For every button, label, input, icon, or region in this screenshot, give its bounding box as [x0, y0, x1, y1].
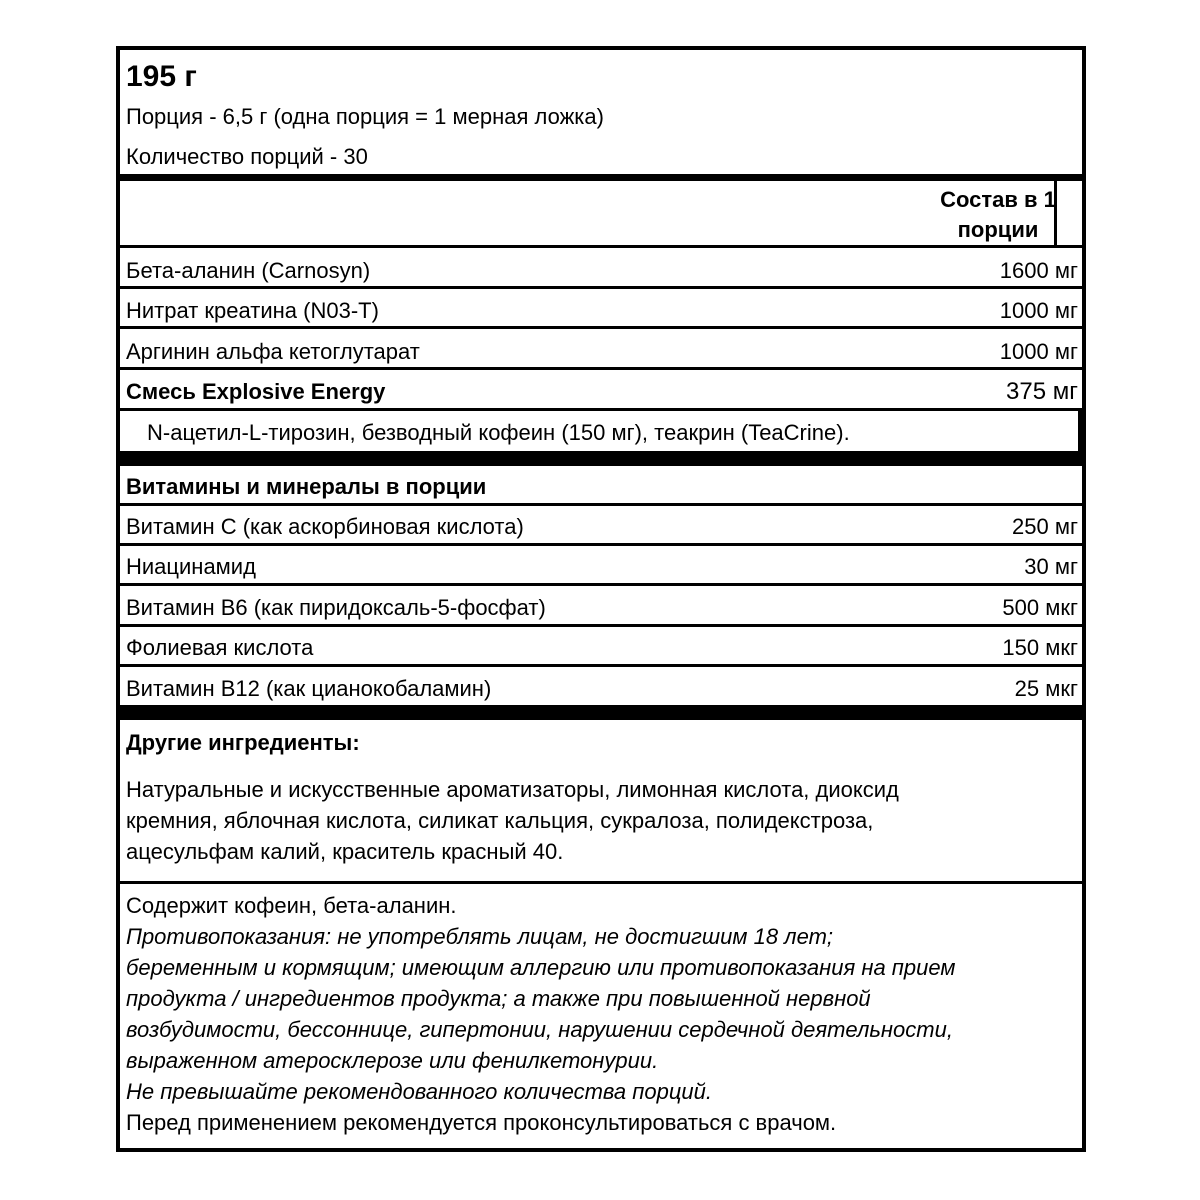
other-ingredients-line: кремния, яблочная кислота, силикат кальция, сукралоза, полидекстроза, [126, 808, 874, 833]
divider [120, 543, 1082, 546]
dosage-warning: Не превышайте рекомендованного количества порций. [126, 1079, 713, 1104]
vitamin-amount: 500 мкг [1002, 595, 1078, 620]
divider [120, 326, 1082, 329]
thick-divider [120, 705, 1082, 720]
thick-divider [120, 174, 1082, 181]
consult-doctor: Перед применением рекомендуется проконсультироваться с врачом. [126, 1110, 837, 1135]
ingredient-amount: 1000 мг [999, 298, 1078, 323]
contraindications-line: беременным и кормящим; имеющим аллергию или противопоказания на прием [126, 955, 956, 980]
supplement-facts-label [116, 46, 1086, 1152]
divider [120, 624, 1082, 627]
vitamin-amount: 30 мг [1024, 554, 1078, 579]
divider [120, 367, 1082, 370]
blend-amount: 375 мг [1006, 378, 1078, 405]
divider [120, 503, 1082, 506]
vitamin-name: Фолиевая кислота [126, 635, 314, 660]
other-ingredients-line: Натуральные и искусственные ароматизаторы, лимонная кислота, диоксид [126, 777, 899, 802]
vitamin-name: Витамин В12 (как цианокобаламин) [126, 676, 492, 701]
blend-name: Смесь Explosive Energy [126, 379, 386, 404]
contraindications-line: Противопоказания: не употреблять лицам, не достигшим 18 лет; [126, 924, 834, 949]
vitamin-name: Витамин В6 (как пиридоксаль-5-фосфат) [126, 595, 546, 620]
divider [120, 664, 1082, 667]
contains-statement: Содержит кофеин, бета-аланин. [126, 893, 457, 918]
vitamin-amount: 150 мкг [1002, 635, 1078, 660]
ingredient-name: Бета-аланин (Carnosyn) [126, 258, 371, 283]
ingredient-name: Нитрат креатина (N03-T) [126, 298, 379, 323]
ingredient-amount: 1000 мг [999, 339, 1078, 364]
vitamin-name: Витамин С (как аскорбиновая кислота) [126, 514, 524, 539]
column-title-line2: порции [957, 217, 1039, 242]
serving-size: Порция - 6,5 г (одна порция = 1 мерная ложка) [126, 104, 604, 129]
ingredient-amount: 1600 мг [999, 258, 1078, 283]
vitamins-title: Витамины и минералы в порции [126, 474, 487, 499]
thick-divider [120, 451, 1082, 466]
vitamin-amount: 250 мг [1012, 514, 1078, 539]
net-weight: 195 г [126, 60, 197, 93]
contraindications-line: выраженном атеросклерозе или фенилкетонурии. [126, 1048, 659, 1073]
warnings-text [126, 890, 1081, 1138]
blend-contents: N-ацетил-L-тирозин, безводный кофеин (150 мг), теакрин (TeaCrine). [147, 420, 850, 445]
divider [120, 245, 1082, 248]
vitamin-amount: 25 мкг [1014, 676, 1078, 701]
side-border [1078, 411, 1082, 451]
contraindications-line: продукта / ингредиентов продукта; а также при повышенной нервной [126, 986, 871, 1011]
contraindications-line: возбудимости, бессоннице, гипертонии, нарушении сердечной деятельности, [126, 1017, 953, 1042]
column-title-line1: Состав в 1 [940, 187, 1056, 212]
vitamin-name: Ниацинамид [126, 554, 256, 579]
divider [120, 881, 1082, 884]
divider [120, 286, 1082, 289]
other-ingredients-line: ацесульфам калий, краситель красный 40. [126, 839, 564, 864]
ingredient-name: Аргинин альфа кетоглутарат [126, 339, 420, 364]
divider [120, 583, 1082, 586]
divider [120, 408, 1082, 411]
other-ingredients-title: Другие ингредиенты: [126, 730, 360, 755]
servings-count: Количество порций - 30 [126, 144, 368, 169]
other-ingredients-text [126, 774, 1081, 867]
